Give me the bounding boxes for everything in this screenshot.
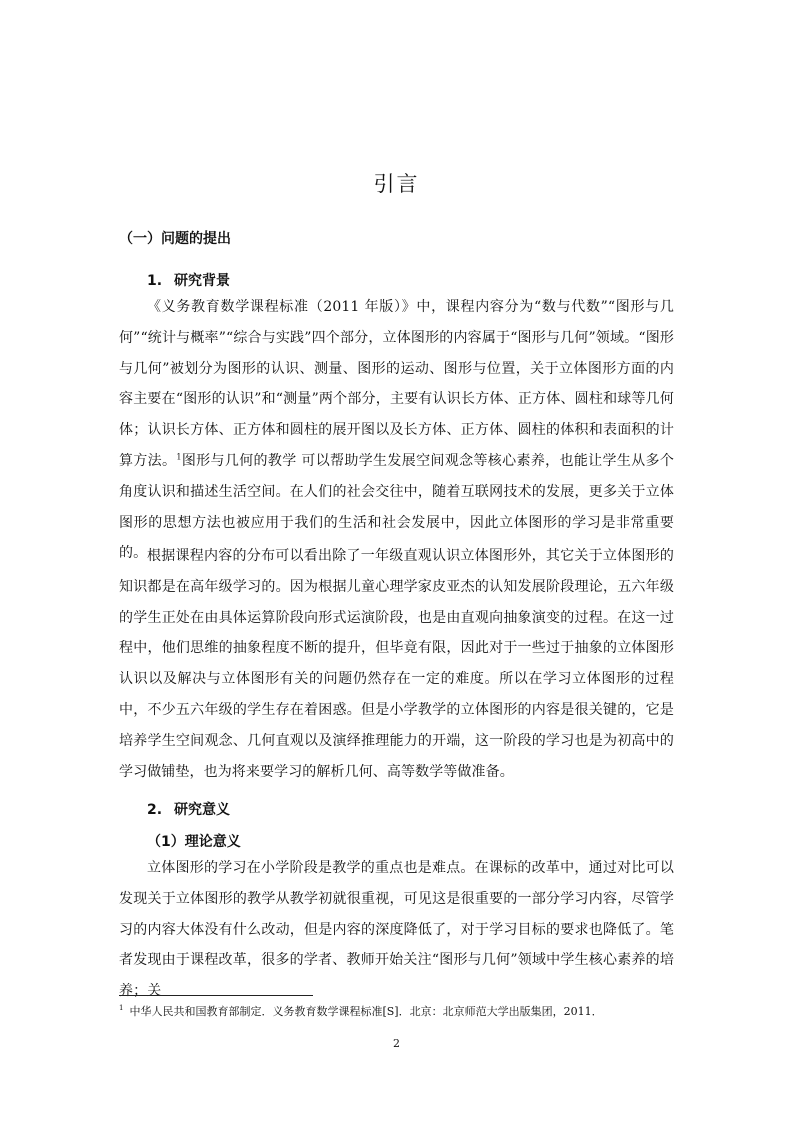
subsection-number: 1. [147,273,163,289]
subsection-number: 2. [147,802,163,818]
section-heading: （一）问题的提出 [119,231,231,247]
subsection-label: 研究意义 [174,802,230,818]
page-number: 2 [393,1037,400,1050]
footnote-divider [119,995,313,996]
footnote-reference[interactable]: 1 [176,452,182,462]
paragraph-distribution: 根据课程内容的分布可以看出除了一年级直观认识立体图形外，其它关于立体图形的知识都是在高年级学习的。因为根据儿童心理学家皮亚杰的认知发展阶段理论，五六年级的学生正处在由具体运算阶段向形式运演阶段，也是由直观向抽象演变的过程。在这一过程中，他们思维的抽象程度不断的提升，但毕竟有限，因此对于一些过于抽象的立体图形认识以及解决与立体图形有关的问题仍然存在一定的难度。所以在学习立体图形的过程中，不少五六年级的学生存在着困惑。但是小学教学的立体图形的内容是很关键的，它是培养学生空间观念、几何直观以及演绎推理能力的开端，这一阶段的学习也是为初高中的学习做铺垫，也为将来要学习的解析几何、高等数学等做准备。 [119,548,674,780]
paragraph-theory: 立体图形的学习在小学阶段是教学的重点也是难点。在课标的改革中，通过对比可以发现关于立体图形的教学从教学初就很重视，可见这是很重要的一部分学习内容，尽管学习的内容大体没有什么改动，但是内容的深度降低了，对于学习目标的要求也降低了。笔者发现由于课程改革，很多的学者、教师开始关注“图形与几何”领域中学生核心素养的培养；关 [119,860,674,1000]
paragraph-text-part2: 图形与几何的教学 可以帮助学生发展空间观念等核心素养，也能让学生从多个角度认识和描述生活空间。在人们的社会交往中，随着互联网技术的发展，更多关于立体图形的思想方法也被应用于我们的生活和社会发展中，因此立体图形的学习是非常重要的。 [119,452,674,562]
subsection-heading-background [147,270,230,290]
paragraph-text-part1: 《义务教育数学课程标准（2011 年版）》中，课程内容分为“数与代数”“图形与几何”“统计与概率”“综合与实践”四个部分，立体图形的内容属于“图形与几何”领域。“图形与几何”被划分为图形的认识、测量、图形的运动、图形与位置，关于立体图形方面的内容主要在“图形的认识”和“测量”两个部分，主要有认识长方体、正方体、圆柱和球等几何体；认识长方体、正方体和圆柱的展开图以及长方体、正方体、圆柱的体积和表面积的计算方法。 [119,299,674,469]
paragraph-background [119,292,674,569]
page-title: 引言 [373,172,420,196]
subsection-label: 研究背景 [174,273,230,289]
footnote-mark: 1 [119,1004,124,1013]
subsection-heading-significance [147,799,230,819]
footnote-text: 中华人民共和国教育部制定．义务教育数学课程标准[S]．北京：北京师范大学出版集团，2011． [129,1005,603,1018]
subsubsection-heading: （1）理论意义 [147,834,241,850]
footnote [119,1003,603,1019]
